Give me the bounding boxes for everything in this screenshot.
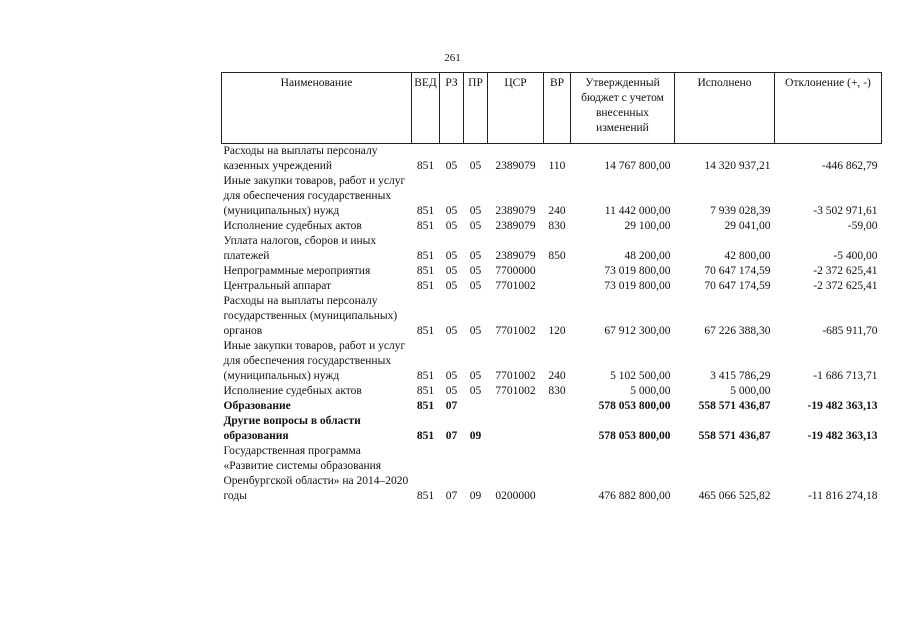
cell-dev: -446 862,79 [821,160,878,172]
cell-vr [544,264,571,279]
cell-dev [775,384,882,399]
cell-dev: -5 400,00 [833,250,878,262]
cell-rz: 05 [445,205,458,217]
cell-name: Расходы на выплаты персоналу государственных (муниципальных) органов [223,295,398,337]
header-rz: РЗ [440,73,464,144]
cell-name: Иные закупки товаров, работ и услуг для обеспечения государственных (муниципальных) нужд [223,175,406,217]
cell-dev: -11 816 274,18 [807,490,878,502]
cell-plan: 48 200,00 [624,250,671,262]
cell-done: 558 571 436,87 [698,400,771,412]
cell-done: 465 066 525,82 [698,490,771,502]
table-row [222,294,882,339]
cell-dev: -19 482 363,13 [807,400,878,412]
cell-csr: 2389079 [495,220,536,232]
cell-pr [464,399,488,414]
table-row [222,174,882,219]
cell-csr [488,399,544,414]
cell-pr: 05 [469,205,482,217]
cell-dev: -685 911,70 [822,325,878,337]
cell-name: Образование [223,400,291,412]
cell-ved: 851 [416,400,435,412]
cell-ved: 851 [416,265,435,277]
cell-rz: 05 [445,385,458,397]
cell-rz: 05 [445,220,458,232]
cell-rz: 05 [445,160,458,172]
cell-pr: 05 [469,325,482,337]
cell-name: Исполнение судебных актов [223,220,362,232]
cell-vr: 240 [548,205,566,217]
table-header-row [222,73,882,144]
page-number: 261 [444,52,461,64]
table-row [222,219,882,234]
cell-name: Уплата налогов, сборов и иных платежей [223,235,377,262]
cell-pr: 05 [469,250,482,262]
cell-done: 67 226 388,30 [704,325,771,337]
cell-pr: 05 [469,370,482,382]
cell-rz: 07 [445,400,458,412]
cell-dev: -1 686 713,71 [813,370,878,382]
cell-vr [544,279,571,294]
cell-plan: 73 019 800,00 [604,265,671,277]
budget-table [221,72,882,504]
cell-csr: 7701002 [495,280,536,292]
cell-rz: 05 [445,250,458,262]
cell-vr: 120 [548,325,566,337]
cell-dev: -3 502 971,61 [813,205,878,217]
cell-csr: 7700000 [495,265,536,277]
cell-ved: 851 [416,280,435,292]
cell-csr [488,414,544,444]
table-row [222,444,882,504]
header-vr: ВР [544,73,571,144]
cell-pr: 05 [469,220,482,232]
header-done: Исполнено [675,73,775,144]
table-row [222,234,882,264]
table-row [222,264,882,279]
cell-name: Иные закупки товаров, работ и услуг для обеспечения государственных (муниципальных) нужд [223,340,406,382]
header-pr: ПР [464,73,488,144]
cell-pr: 05 [469,265,482,277]
cell-done: 29 041,00 [724,220,771,232]
cell-name: Государственная программа «Развитие системы образования Оренбургской области» на 2014–2020 годы [223,445,409,502]
cell-csr: 2389079 [495,250,536,262]
cell-plan: 476 882 800,00 [598,490,671,502]
cell-done: 70 647 174,59 [704,265,771,277]
cell-plan: 11 442 000,00 [604,205,671,217]
cell-ved: 851 [416,430,435,442]
cell-plan: 5 102 500,00 [610,370,671,382]
cell-plan: 5 000,00 [630,385,671,397]
cell-done: 42 800,00 [724,250,771,262]
cell-csr: 7701002 [495,325,536,337]
cell-dev: -19 482 363,13 [807,430,878,442]
cell-dev: -2 372 625,41 [813,280,878,292]
cell-csr: 0200000 [495,490,536,502]
cell-done: 7 939 028,39 [710,205,771,217]
cell-name: Другие вопросы в области образования [223,415,361,442]
cell-done: 3 415 786,29 [710,370,771,382]
cell-dev: -59,00 [847,220,878,232]
cell-ved: 851 [416,325,435,337]
cell-csr: 2389079 [495,160,536,172]
cell-ved: 851 [416,370,435,382]
cell-ved: 851 [416,490,435,502]
cell-plan: 29 100,00 [624,220,671,232]
cell-done: 558 571 436,87 [698,430,771,442]
cell-pr: 05 [469,385,482,397]
cell-csr: 2389079 [495,205,536,217]
table-row [222,144,882,175]
cell-ved: 851 [416,220,435,232]
cell-rz: 07 [445,490,458,502]
table-row [222,339,882,384]
cell-rz: 05 [445,280,458,292]
cell-vr: 110 [548,160,566,172]
cell-done: 70 647 174,59 [704,280,771,292]
table-body [222,144,882,505]
cell-pr: 09 [469,490,482,502]
header-plan: Утвержденный бюджет с учетом внесенных изменений [571,73,675,144]
cell-pr: 05 [469,280,482,292]
header-name: Наименование [222,73,412,144]
cell-rz: 07 [445,430,458,442]
cell-dev: -2 372 625,41 [813,265,878,277]
header-deviation: Отклонение (+, -) [775,73,882,144]
cell-name: Исполнение судебных актов [223,385,362,397]
header-csr: ЦСР [488,73,544,144]
header-ved: ВЕД [412,73,440,144]
cell-vr: 830 [548,385,566,397]
cell-rz: 05 [445,265,458,277]
cell-vr: 850 [548,250,566,262]
cell-vr: 830 [548,220,566,232]
cell-name: Расходы на выплаты персоналу казенных учреждений [223,145,378,172]
cell-rz: 05 [445,325,458,337]
cell-ved: 851 [416,160,435,172]
table-row [222,279,882,294]
table-row [222,384,882,399]
cell-plan: 67 912 300,00 [604,325,671,337]
cell-vr [544,399,571,414]
table-row [222,414,882,444]
cell-rz: 05 [445,370,458,382]
cell-vr [544,444,571,504]
cell-ved: 851 [416,205,435,217]
cell-csr: 7701002 [495,370,536,382]
cell-name: Непрограммные мероприятия [223,265,371,277]
cell-plan: 73 019 800,00 [604,280,671,292]
cell-plan: 578 053 800,00 [598,430,671,442]
cell-vr: 240 [548,370,566,382]
cell-ved: 851 [416,250,435,262]
cell-csr: 7701002 [495,385,536,397]
cell-name: Центральный аппарат [223,280,332,292]
cell-vr [544,414,571,444]
cell-pr: 09 [469,430,482,442]
cell-pr: 05 [469,160,482,172]
cell-done: 14 320 937,21 [704,160,771,172]
cell-plan: 14 767 800,00 [604,160,671,172]
cell-ved: 851 [416,385,435,397]
cell-done: 5 000,00 [730,385,771,397]
table-row [222,399,882,414]
cell-plan: 578 053 800,00 [598,400,671,412]
